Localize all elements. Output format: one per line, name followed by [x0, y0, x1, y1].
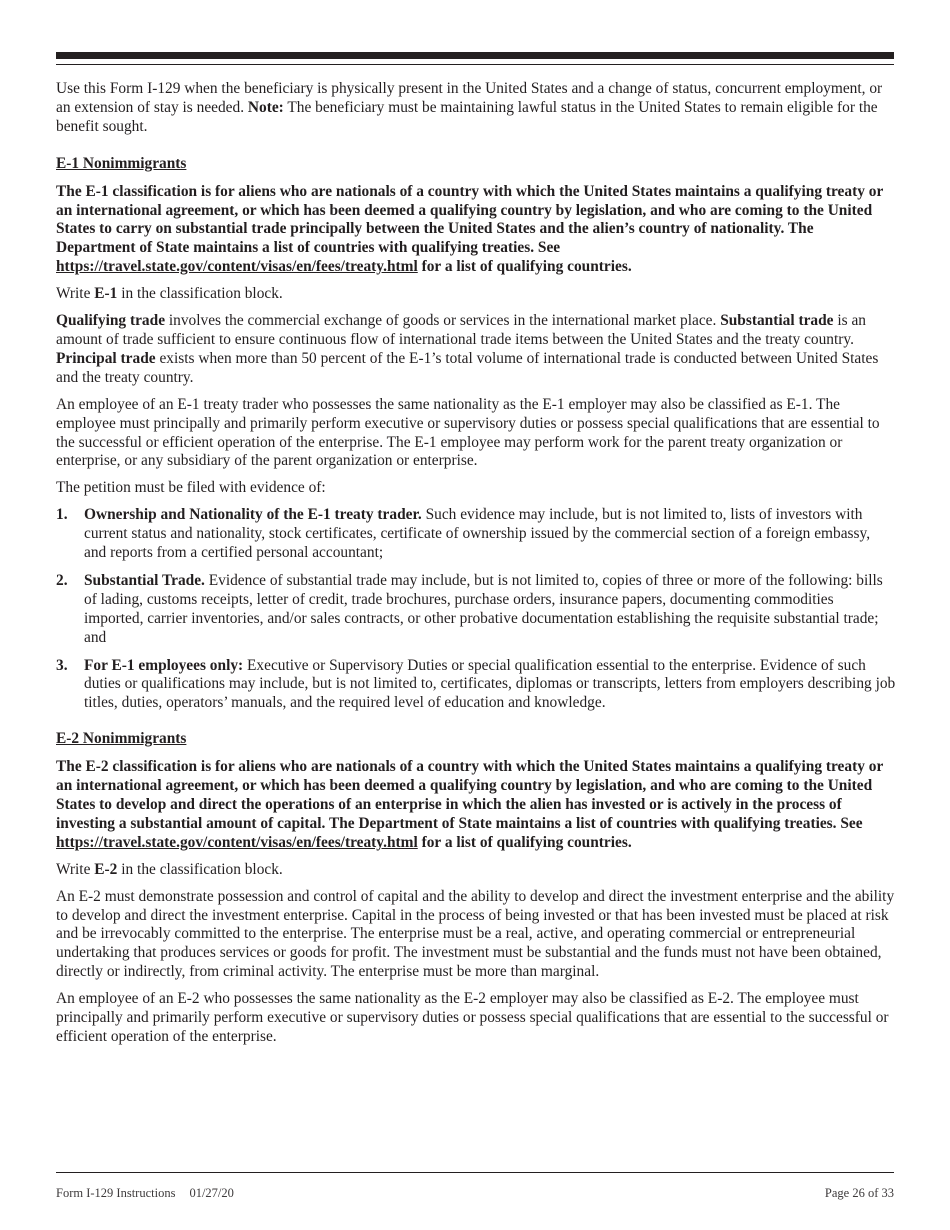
list-item: 1. Ownership and Nationality of the E-1 treaty trader. Such evidence may include, but is not limited to, lists of investors with current status and nationality, stock certificates, certificate of ownership issued by the commercial section of a foreign embassy, and reports from a certified personal accountant;	[56, 506, 871, 562]
footer-date: 01/27/20	[189, 1186, 234, 1200]
e2-definition: The E-2 classification is for aliens who are nationals of a country with which the United States maintains a qualifying treaty or an international agreement, or which has been deemed a qualifying country by legislation, and who are coming to the United States to develop and direct the operations of an enterprise in which the alien has invested or is actively in the process of investing a substantial amount of capital. The Department of State maintains a list of countries with qualifying treaties. See https://travel.state.gov/content/visas/en/fees/treaty.html for a list of qualifying countries.	[56, 758, 883, 851]
e1-evidence-intro: The petition must be filed with evidence of:	[56, 479, 326, 497]
footer-rule	[56, 1172, 894, 1173]
page-content	[56, 80, 896, 1055]
e1-evidence-list	[56, 506, 896, 713]
footer-form-info	[56, 1186, 234, 1201]
header-thin-rule	[56, 64, 894, 65]
footer-page-number: Page 26 of 33	[824, 1186, 894, 1200]
e1-heading: E-1 Nonimmigrants	[56, 154, 187, 172]
e1-treaty-link[interactable]: https://travel.state.gov/content/visas/en/fees/treaty.html	[56, 258, 418, 276]
e1-employee-paragraph: An employee of an E-1 treaty trader who possesses the same nationality as the E-1 employer may also be classified as E-1. The employee must principally and primarily perform executive or supervisory duties or possess special qualifications that are essential to the successful or efficient operation of the enterprise. The E-1 employee may perform work for the parent treaty organization or enterprise, or any subsidiary of the parent organization or enterprise.	[56, 395, 880, 470]
e2-write-instruction: Write E-2 in the classification block.	[56, 860, 283, 878]
e1-definition: The E-1 classification is for aliens who are nationals of a country with which the United States maintains a qualifying treaty or an international agreement, or which has been deemed a qualifying country by legislation, and who are coming to the United States to carry on substantial trade principally between the United States and the alien’s country of nationality. The Department of State maintains a list of countries with qualifying treaties. See https://travel.state.gov/content/visas/en/fees/treaty.html for a list of qualifying countries.	[56, 182, 883, 276]
footer-form-name: Form I-129 Instructions	[56, 1186, 176, 1200]
intro-paragraph: Use this Form I-129 when the beneficiary is physically present in the United States and a change of status, concurrent employment, or an extension of stay is needed. Note: The beneficiary must be maintaining lawful status in the United States to remain eligible for the benefit sought.	[56, 80, 883, 135]
list-item: 2. Substantial Trade. Evidence of substantial trade may include, but is not limited to, copies of three or more of the following: bills of lading, customs receipts, letter of credit, trade brochures, purchase orders, insurance papers, documenting commodities imported, carrier inventories, and/or sales contracts, or other probative documentation establishing the requisite substantial trade; and	[56, 571, 883, 646]
e2-treaty-link[interactable]: https://travel.state.gov/content/visas/en/fees/treaty.html	[56, 833, 418, 851]
header-thick-rule	[56, 52, 894, 59]
e2-employee-paragraph: An employee of an E-2 who possesses the same nationality as the E-2 employer may also be classified as E-2. The employee must principally and primarily perform executive or supervisory duties or possess special qualifications that are essential to the successful or efficient operation of the enterprise.	[56, 990, 889, 1045]
note-label: Note:	[247, 98, 284, 116]
e2-heading: E-2 Nonimmigrants	[56, 730, 187, 748]
e2-capital-paragraph: An E-2 must demonstrate possession and control of capital and the ability to develop and direct the investment enterprise and the ability to develop and direct the investment enterprise. Capital in the process of being invested or that has been invested must be placed at risk and be irrevocably committed to the enterprise. The enterprise must be a real, active, and operating commercial or entrepreneurial undertaking that produces services or goods for profit. The investment must be substantial and the funds must not have been obtained, directly or indirectly, from criminal activity. The enterprise must be more than marginal.	[56, 887, 895, 981]
e1-write-instruction: Write E-1 in the classification block.	[56, 285, 283, 303]
e1-trade-definitions: Qualifying trade involves the commercial exchange of goods or services in the international market place. Substantial trade is an amount of trade sufficient to ensure continuous flow of international trade items between the United States and the treaty country. Principal trade exists when more than 50 percent of the E-1’s total volume of international trade is conducted between United States and the treaty country.	[56, 312, 879, 386]
list-item: 3. For E-1 employees only: Executive or Supervisory Duties or special qualification essential to the enterprise. Evidence of such duties or qualifications may include, but is not limited to, certificates, diplomas or transcripts, letters from employers describing job titles, duties, operators’ manuals, and the required level of education and knowledge.	[56, 656, 896, 712]
